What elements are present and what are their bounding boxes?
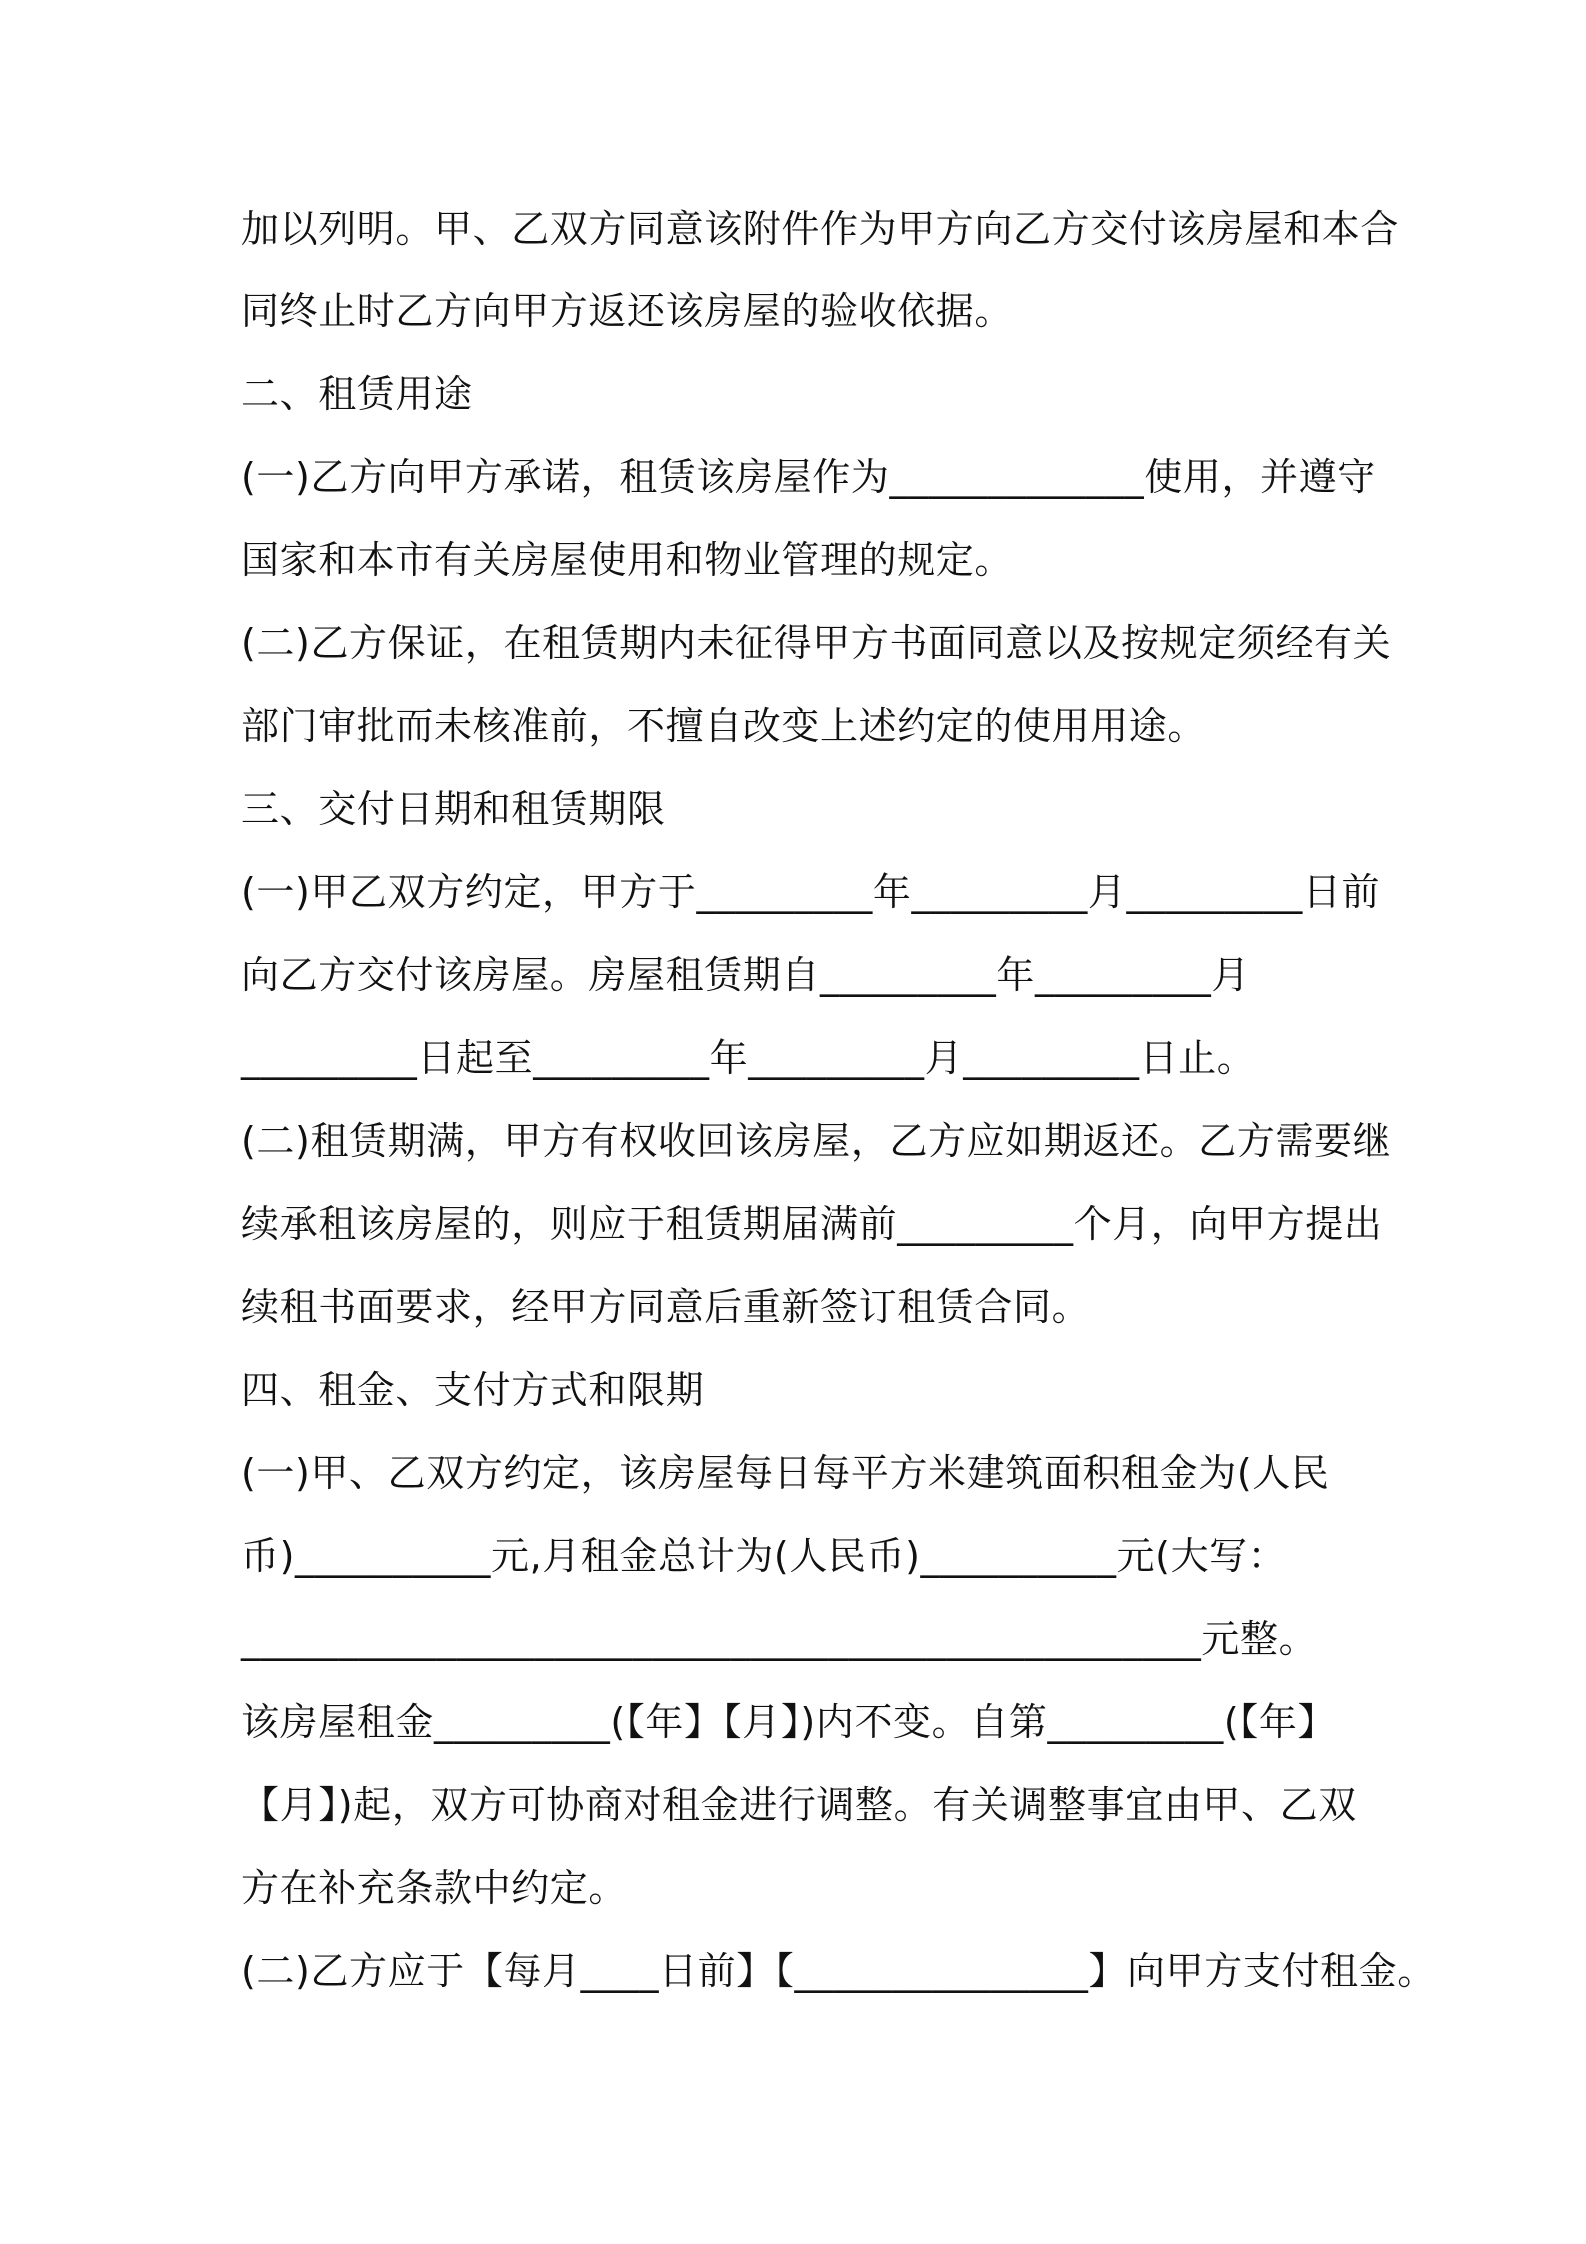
paragraph-line: (一)甲乙双方约定，甲方于_________年_________月_________日前 [241, 870, 1381, 914]
paragraph-line: 向乙方交付该房屋。房屋租赁期自_________年_________月 [241, 953, 1251, 997]
paragraph-line: (一)乙方向甲方承诺，租赁该房屋作为_____________使用，并遵守 [241, 455, 1376, 499]
paragraph-line: (一)甲、乙双方约定，该房屋每日每平方米建筑面积租金为(人民 [241, 1451, 1330, 1495]
paragraph-line: _________________________________________________元整。 [241, 1617, 1318, 1661]
paragraph-line: 续承租该房屋的，则应于租赁期届满前_________个月，向甲方提出 [241, 1202, 1383, 1246]
paragraph-line: 币)__________元,月租金总计为(人民币)__________元(大写： [241, 1534, 1287, 1578]
paragraph-line: 方在补充条款中约定。 [241, 1866, 628, 1910]
paragraph-line: (二)乙方保证，在租赁期内未征得甲方书面同意以及按规定须经有关 [241, 621, 1392, 665]
paragraph-line: 同终止时乙方向甲方返还该房屋的验收依据。 [241, 289, 1014, 333]
paragraph-line: 加以列明。甲、乙双方同意该附件作为甲方向乙方交付该房屋和本合 [241, 207, 1400, 251]
paragraph-line: (二)租赁期满，甲方有权收回该房屋，乙方应如期返还。乙方需要继 [241, 1119, 1392, 1163]
paragraph-line: 【月】)起，双方可协商对租金进行调整。有关调整事宜由甲、乙双 [241, 1783, 1357, 1827]
paragraph-line: 该房屋租金_________(【年】【月】)内不变。自第_________(【年】 [241, 1700, 1337, 1744]
paragraph-line: 国家和本市有关房屋使用和物业管理的规定。 [241, 538, 1014, 582]
paragraph-line: 续租书面要求，经甲方同意后重新签订租赁合同。 [241, 1285, 1091, 1329]
paragraph-line: 部门审批而未核准前，不擅自改变上述约定的使用用途。 [241, 704, 1207, 748]
section-heading: 二、租赁用途 [241, 372, 473, 416]
paragraph-line: _________日起至_________年_________月_________日止。 [241, 1036, 1256, 1080]
section-heading: 四、租金、支付方式和限期 [241, 1368, 705, 1412]
section-heading: 三、交付日期和租赁期限 [241, 787, 666, 831]
paragraph-line: (二)乙方应于【每月____日前】【_______________】向甲方支付租金。 [241, 1949, 1436, 1993]
